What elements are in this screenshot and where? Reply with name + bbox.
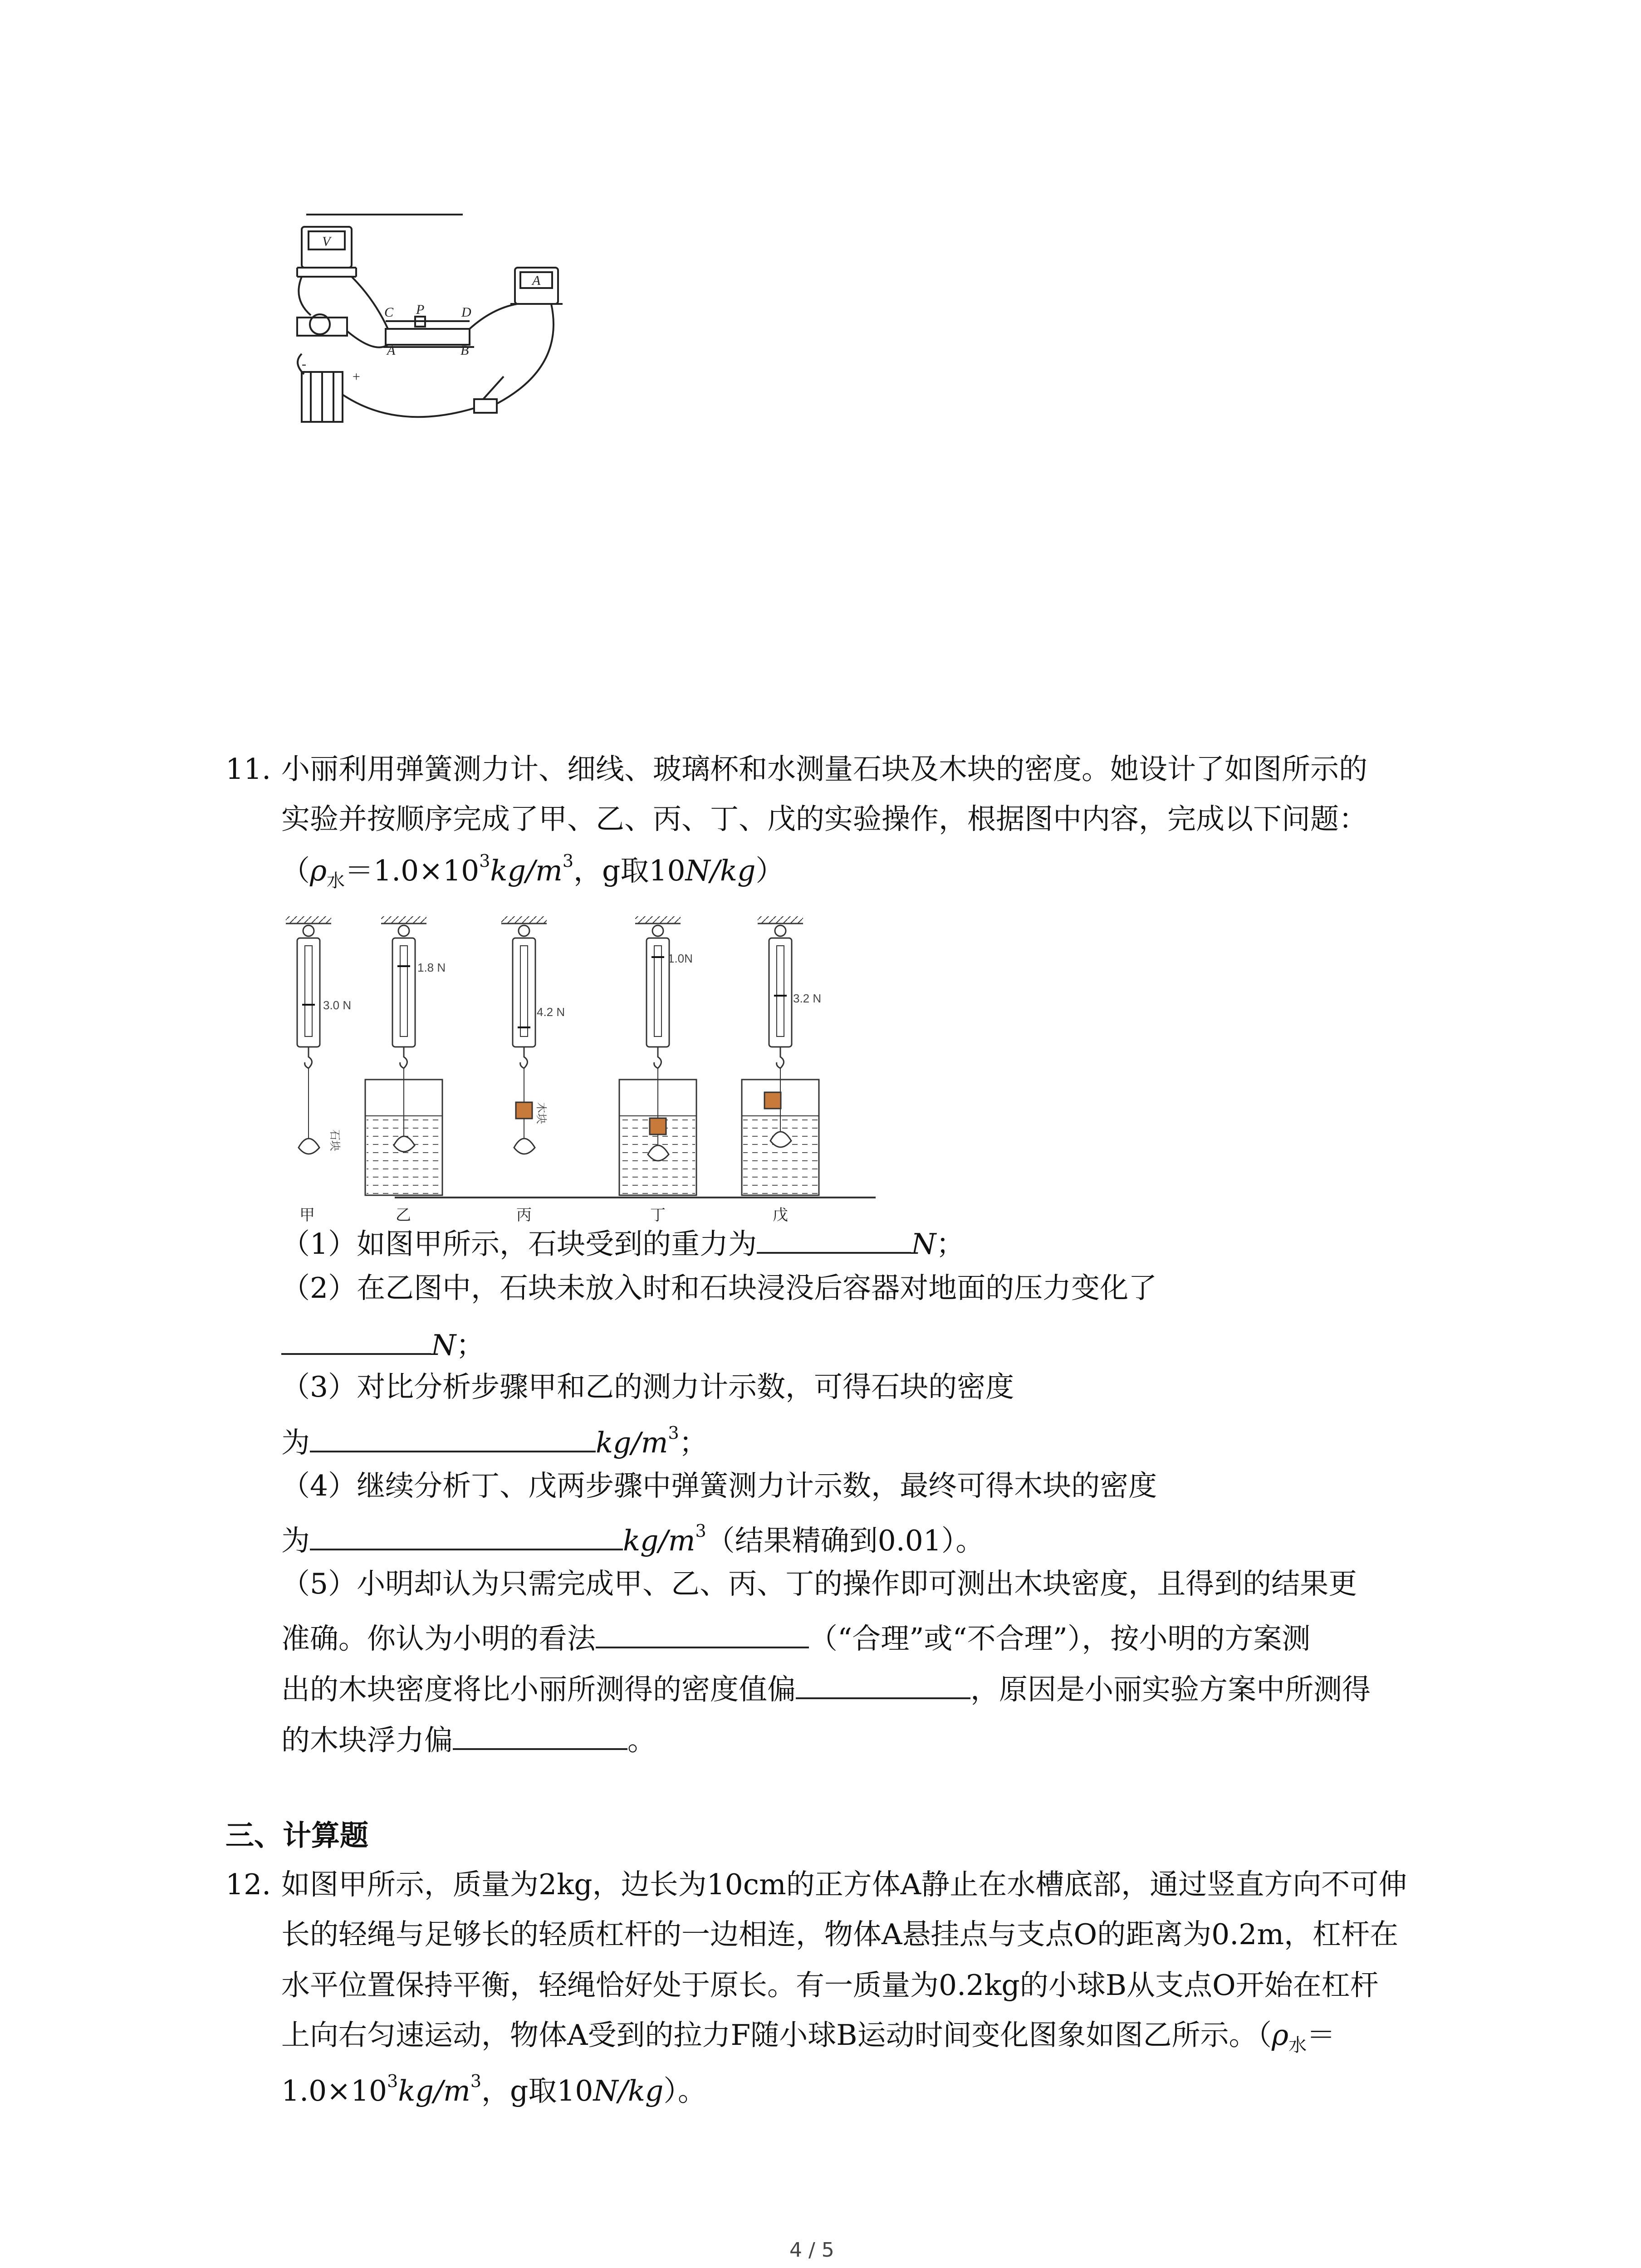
scale-bing bbox=[501, 916, 565, 1154]
q11-number: 11. bbox=[225, 753, 271, 786]
circuit-figure bbox=[284, 218, 606, 445]
q11-part-4-line-1: （4）继续分析丁、戊两步骤中弹簧测力计示数，最终可得木块的密度 bbox=[281, 1469, 1157, 1502]
q11-part-5-line-1: （5）小明却认为只需完成甲、乙、丙、丁的操作即可测出木块密度，且得到的结果更 bbox=[281, 1567, 1357, 1600]
reading-wu: 3.2 N bbox=[793, 992, 822, 1005]
battery-plus-label: + bbox=[352, 369, 361, 384]
caption-jia: 甲 bbox=[299, 1206, 315, 1224]
reading-yi: 1.8 N bbox=[417, 961, 446, 974]
answer-blank-1[interactable] bbox=[757, 1226, 911, 1254]
answer-blank-5b[interactable] bbox=[796, 1671, 970, 1699]
battery-minus-label: - bbox=[302, 357, 306, 371]
reading-jia: 3.0 N bbox=[323, 998, 352, 1012]
caption-wu: 戊 bbox=[773, 1206, 788, 1224]
q11-part-2-line-1: （2）在乙图中，石块未放入时和石块浸没后容器对地面的压力变化了 bbox=[281, 1271, 1157, 1305]
q11-part-4-line-2: 为 $kg/m^3$（结果精确到0.01）。 bbox=[281, 1521, 985, 1557]
q11-part-2-line-2: N； bbox=[281, 1327, 485, 1359]
q11-line-2: 实验并按顺序完成了甲、乙、丙、丁、戊的实验操作，根据图中内容，完成以下问题： bbox=[281, 802, 1367, 836]
section-heading: 三、计算题 bbox=[225, 1819, 368, 1852]
answer-blank-5c[interactable] bbox=[453, 1722, 627, 1750]
q11-part-5-line-3: 出的木块密度将比小丽所测得的密度值偏 ，原因是小丽实验方案中所测得 bbox=[281, 1671, 1371, 1704]
q11-part-3-line-2: 为 $kg/m^3$； bbox=[281, 1423, 708, 1459]
q12-line-2: 长的轻绳与足够长的轻质杠杆的一边相连，物体A悬挂点与支点O的距离为0.2m，杠杆在 bbox=[281, 1918, 1399, 1951]
answer-blank-3[interactable] bbox=[310, 1424, 596, 1452]
scale-wu bbox=[742, 916, 821, 1195]
voltmeter-label: V bbox=[322, 234, 331, 249]
circuit-diagram bbox=[284, 218, 606, 445]
caption-yi: 乙 bbox=[396, 1206, 411, 1224]
spring-scale-figure bbox=[272, 912, 880, 1229]
reading-ding: 1.0N bbox=[668, 952, 693, 965]
scale-jia bbox=[286, 916, 351, 1154]
q12-line-4: 上向右匀速运动，物体A受到的拉力F随小球B运动时间变化图象如图乙所示。（$\rho_水=$ bbox=[281, 2019, 1336, 2056]
q12-line-1: 如图甲所示，质量为2kg，边长为10cm的正方体A静止在水槽底部，通过竖直方向不可伸 bbox=[281, 1868, 1407, 1901]
caption-bing: 丙 bbox=[516, 1206, 532, 1224]
terminal-a-label: A bbox=[387, 343, 396, 358]
q12-number: 12. bbox=[225, 1868, 271, 1901]
reading-bing: 4.2 N bbox=[537, 1005, 565, 1019]
scale-yi bbox=[365, 916, 446, 1195]
scale-ding bbox=[619, 916, 696, 1195]
q11-constants: （$\rho_水=1.0\times 10^3kg/m^3$，g取10N/kg） bbox=[281, 851, 784, 891]
answer-blank-5a[interactable] bbox=[596, 1620, 809, 1648]
stone-label-jia: 石块 bbox=[328, 1129, 341, 1151]
q12-line-5: $1.0\times 10^3kg/m^3$，g取10N/kg）。 bbox=[281, 2071, 706, 2107]
wood-label: 木块 bbox=[535, 1102, 547, 1124]
q11-part-3-line-1: （3）对比分析步骤甲和乙的测力计示数，可得石块的密度 bbox=[281, 1370, 1014, 1403]
q11-line-1: 小丽利用弹簧测力计、细线、玻璃杯和水测量石块及木块的密度。她设计了如图所示的 bbox=[281, 753, 1367, 786]
page-number: 4 / 5 bbox=[789, 2239, 834, 2262]
q11-part-5-line-4: 的木块浮力偏 。 bbox=[281, 1722, 656, 1755]
answer-blank-top bbox=[306, 214, 463, 215]
terminal-d-label: D bbox=[461, 305, 471, 320]
ammeter-label: A bbox=[532, 273, 541, 288]
q11-part-5-line-2: 准确。你认为小明的看法 （“合理”或“不合理”），按小明的方案测 bbox=[281, 1620, 1310, 1653]
caption-ding: 丁 bbox=[650, 1206, 666, 1224]
answer-blank-2[interactable] bbox=[281, 1327, 431, 1355]
q12-line-3: 水平位置保持平衡，轻绳恰好处于原长。有一质量为0.2kg的小球B从支点O开始在杠杆 bbox=[281, 1969, 1379, 2002]
terminal-c-label: C bbox=[384, 305, 394, 320]
terminal-p-label: P bbox=[416, 302, 425, 317]
terminal-b-label: B bbox=[460, 343, 469, 358]
answer-blank-4[interactable] bbox=[310, 1522, 623, 1550]
q11-part-1: （1）如图甲所示，石块受到的重力为 N； bbox=[281, 1226, 965, 1258]
